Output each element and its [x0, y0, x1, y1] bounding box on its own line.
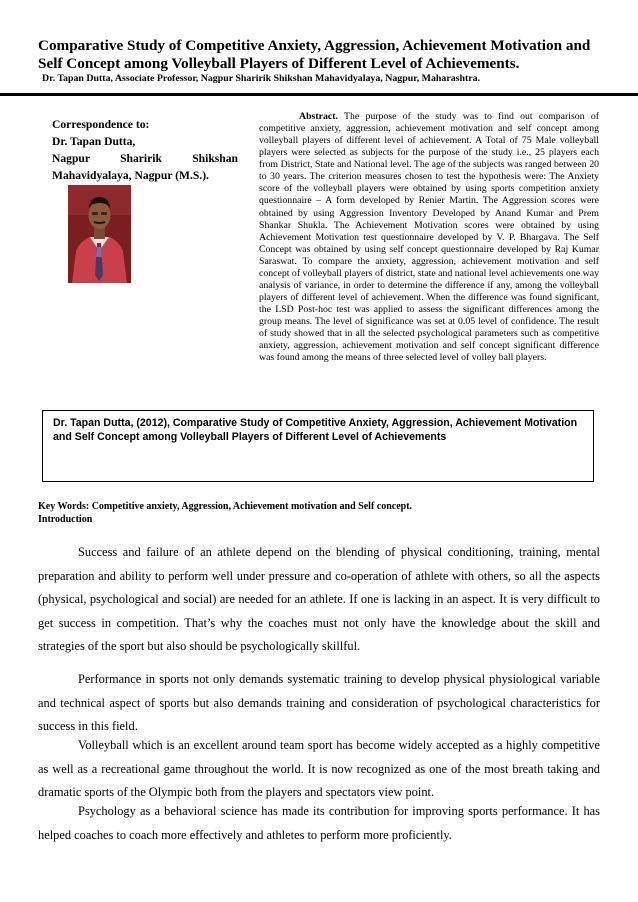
- correspondence-affiliation-1: Nagpur Sharirik Shikshan: [52, 152, 238, 165]
- correspondence-block: [52, 116, 238, 184]
- author-photo: [68, 185, 131, 283]
- abstract: [259, 111, 599, 364]
- introduction-heading: Introduction: [38, 514, 93, 525]
- abstract-heading: Abstract.: [299, 111, 338, 122]
- keywords: Key Words: Competitive anxiety, Aggression, Achievement motivation and Self concept.: [38, 501, 413, 512]
- header-divider: [0, 93, 638, 96]
- author-portrait-image: [68, 185, 131, 283]
- correspondence-label: Correspondence to:: [52, 118, 150, 131]
- author-affiliation: Dr. Tapan Dutta, Associate Professor, Nagpur Sharirik Shikshan Mahavidyalaya, Nagpur, Maharashtra.: [42, 73, 481, 84]
- citation-box: [42, 410, 594, 482]
- intro-paragraph-2: Performance in sports not only demands systematic training to develop physical physiological variable and technical aspect of sports but also demands training and consideration of psychological characteristics for success in this field.: [38, 672, 600, 733]
- intro-paragraph-4: Psychology as a behavioral science has made its contribution for improving sports performance. It has helped coaches to coach more effectively and athletes to perform more proficiently.: [38, 804, 600, 842]
- abstract-text: The purpose of the study was to find out comparison of competitive anxiety, aggression, achievement motivation and self concept among volleyball players of different level of achievement. A Total of 75 Male volleyball players were selected as subjects for the purpose of the study i.e., 25 players each from District, State and National level. The age of the subjects was ranged between 20 to 30 years. The criterion measures chosen to test the hypothesis were: The Anxiety score of the volleyball players were obtained by using sports competition anxiety questionnaire – A form developed by Renier Martin. The Aggression scores were obtained by using Aggression Inventory Developed by Anand Kumar and Prem Shankar Shukla. The Achievement Motivation scores were obtained by using Achievement Motivation test questionnaire developed by V. P. Bhargava. The Self Concept was obtained by using self concept questionnaire developed by Raj Kumar Saraswat. To compare the anxiety, aggression, achievement motivation and self concept of volleyball players of district, state and national level achievements one way analysis of variance, in order to determine the difference if any, among the volleyball players of different level of achievement. When the difference was found significant, the LSD Post-hoc test was applied to assess the significant differences among the group means. The level of significance was set at 0.05 level of confidence. The result of study showed that in all the selected psychological parameters such as competitive anxiety, aggression, achievement motivation and self concept significant difference was found among the means of three selected level of volley ball players.: [259, 111, 599, 364]
- paper-title: Comparative Study of Competitive Anxiety, Aggression, Achievement Motivation and Self Concept among Volleyball Players of Different Level of Achievements.: [38, 37, 591, 72]
- intro-paragraph-3: Volleyball which is an excellent around team sport has become widely accepted as a highly competitive as well as a recreational game throughout the world. It is now recognized as one of the most breath taking and dramatic sports of the Olympic both from the players and spectators view point.: [38, 738, 600, 799]
- correspondence-affiliation-2: Mahavidyalaya, Nagpur (M.S.).: [52, 169, 209, 182]
- citation-text: Dr. Tapan Dutta, (2012), Comparative Study of Competitive Anxiety, Aggression, Achievement Motivation and Self Concept among Volleyball Players of Different Level of Achievements: [53, 417, 578, 443]
- intro-paragraph-1: Success and failure of an athlete depend on the blending of physical conditioning, training, mental preparation and ability to perform well under pressure and co-operation of athlete with others, so all the aspects (physical, psychological and social) are needed for an athlete. If one is lacking in an aspect. It is very difficult to get success in competition. That’s why the coaches must not only have the knowledge about the skill and strategies of the sport but also should be psychologically skillful.: [38, 545, 600, 653]
- correspondence-name: Dr. Tapan Dutta,: [52, 135, 136, 148]
